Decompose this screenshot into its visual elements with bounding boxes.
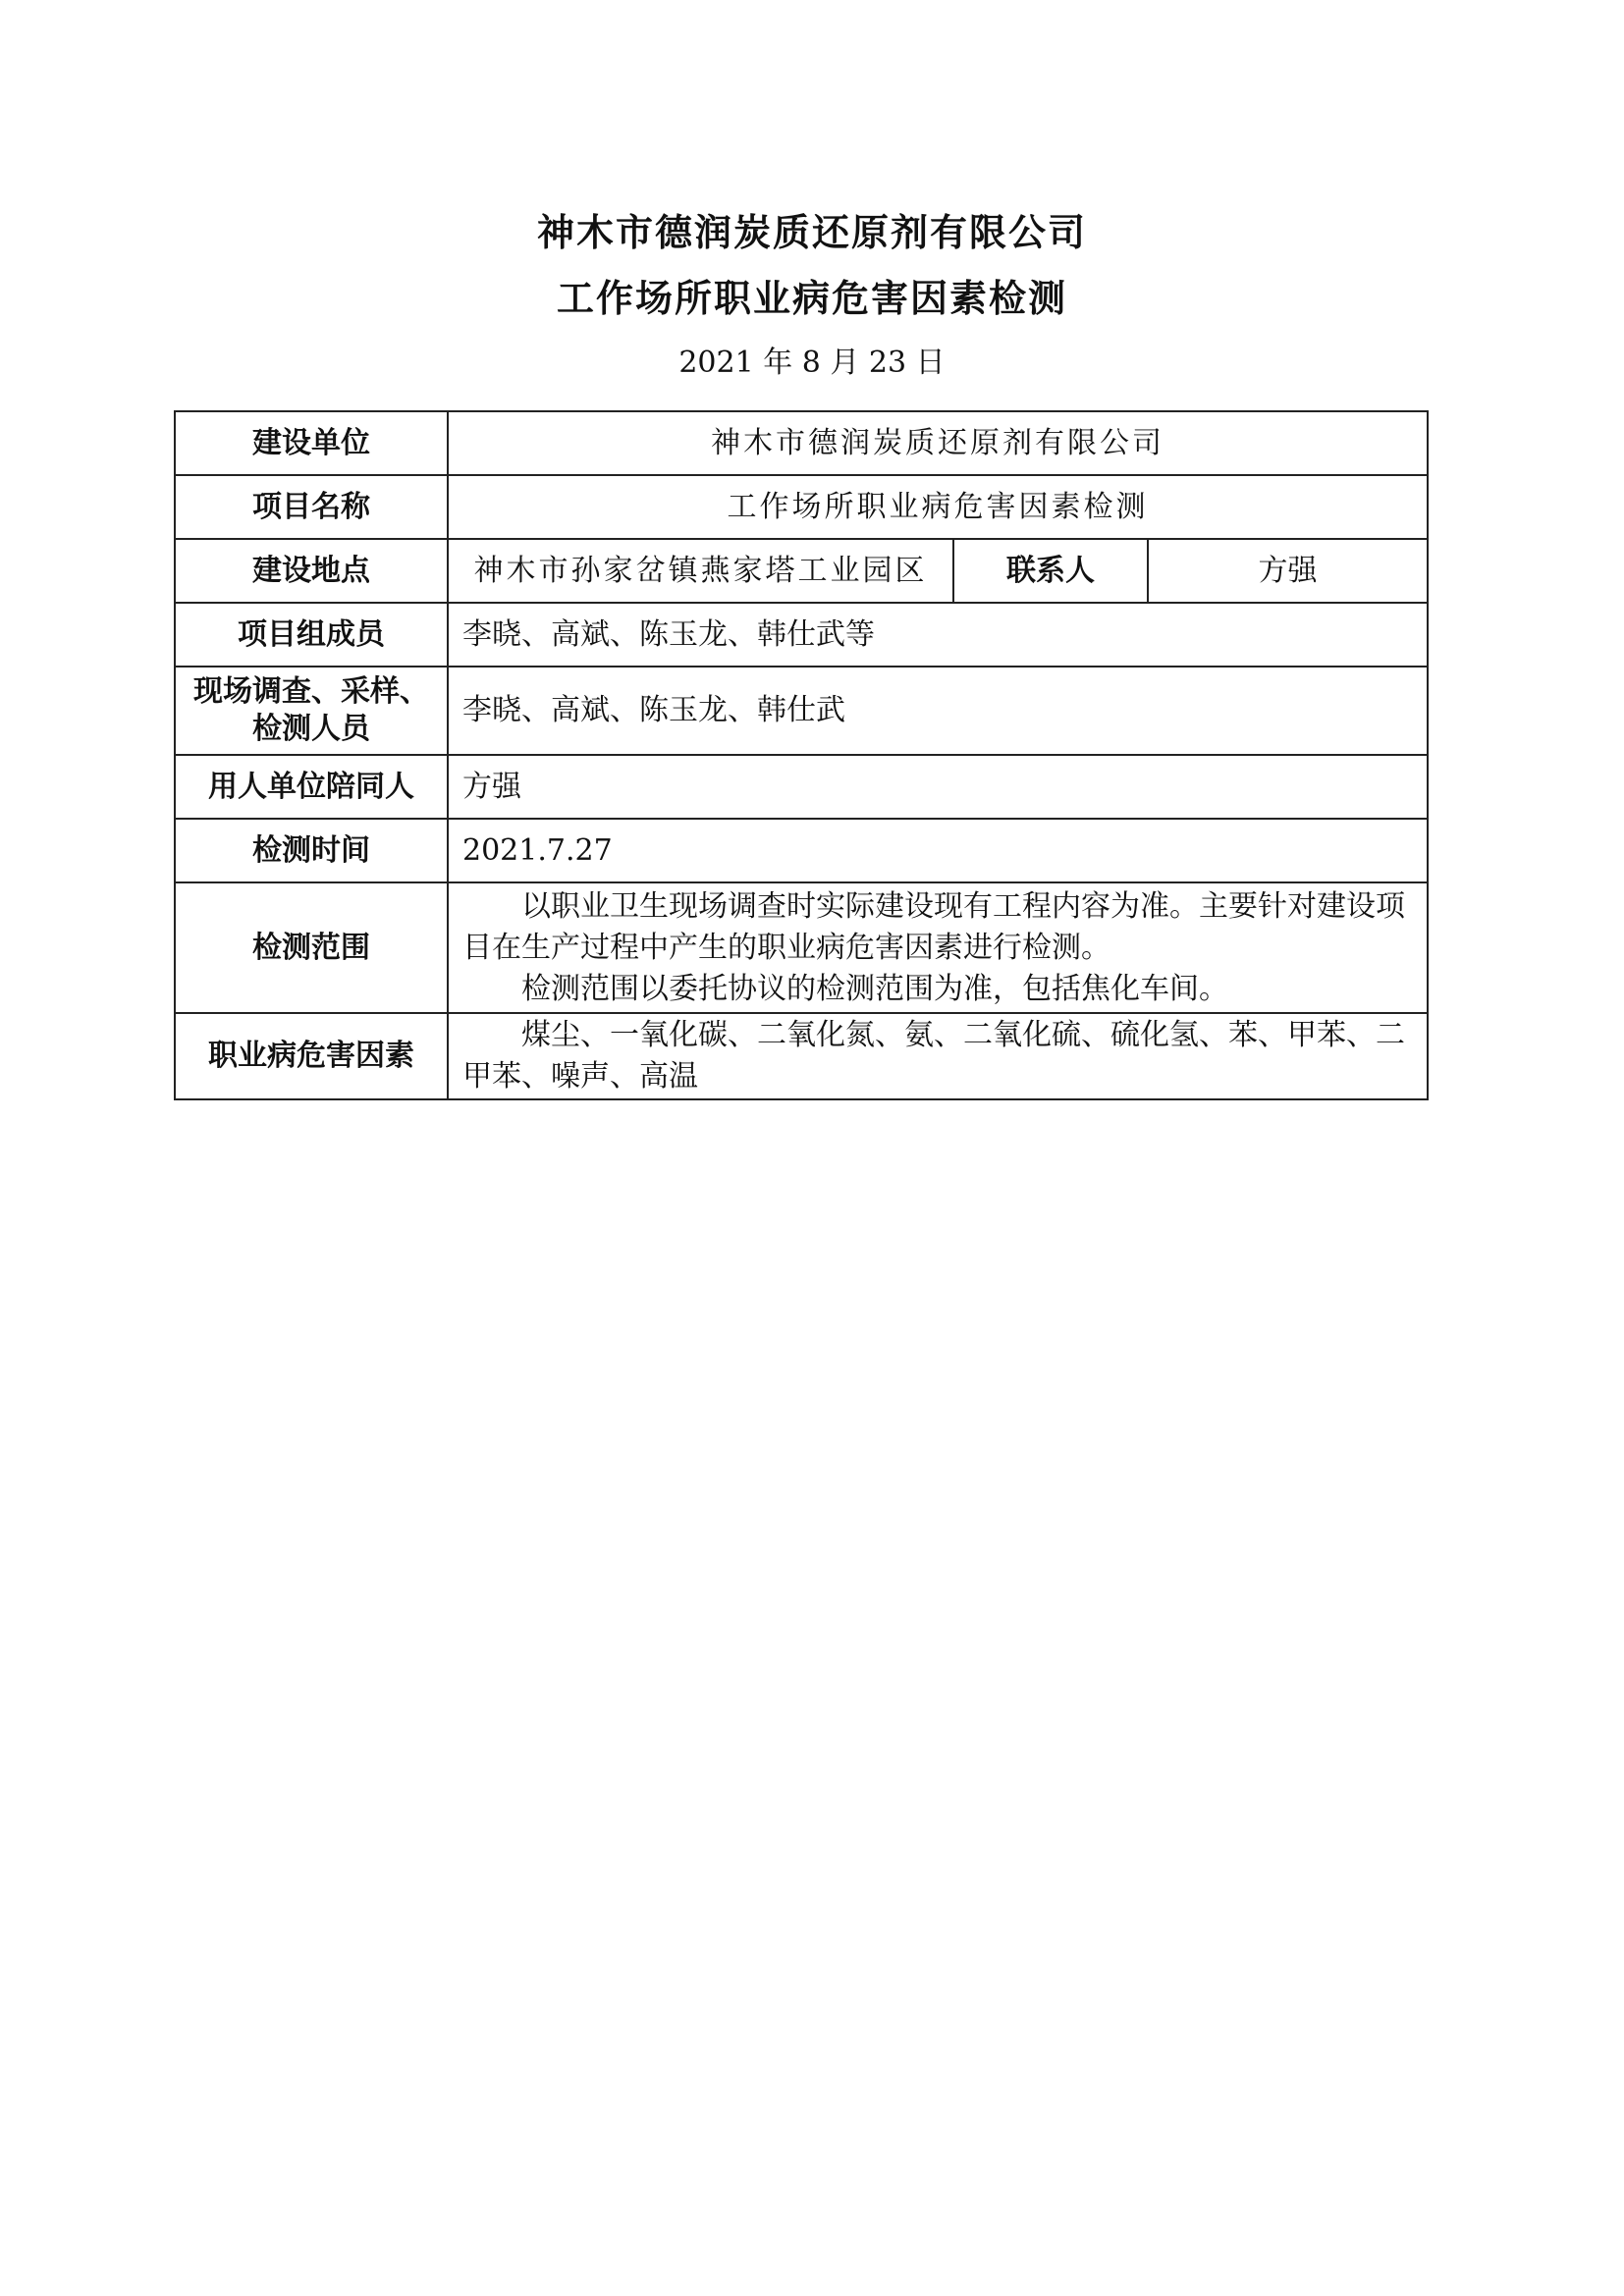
test-scope-paragraph-1: 以职业卫生现场调查时实际建设现有工程内容为准。主要针对建设项目在生产过程中产生的职业病危害因素进行检测。 <box>462 888 1405 965</box>
team-members-value: 李晓、高斌、陈玉龙、韩仕武等 <box>448 603 1428 667</box>
escort-value: 方强 <box>448 755 1428 819</box>
table-row-test-time <box>175 819 1428 882</box>
project-info-table <box>174 410 1429 1100</box>
table-row-test-scope <box>175 882 1428 1013</box>
test-time-label: 检测时间 <box>175 819 448 882</box>
field-staff-label <box>175 667 448 755</box>
construction-site-value: 神木市孙家岔镇燕家塔工业园区 <box>448 539 953 603</box>
document-title-company: 神木市德润炭质还原剂有限公司 <box>536 211 1087 254</box>
table-row-construction-unit <box>175 411 1428 475</box>
contact-person-value: 方强 <box>1148 539 1428 603</box>
table-row-field-staff <box>175 667 1428 755</box>
escort-label: 用人单位陪同人 <box>175 755 448 819</box>
table-row-escort <box>175 755 1428 819</box>
contact-person-label: 联系人 <box>953 539 1148 603</box>
project-name-label: 项目名称 <box>175 475 448 539</box>
test-time-value: 2021.7.27 <box>448 819 1428 882</box>
test-scope-paragraph-2: 检测范围以委托协议的检测范围为准，包括焦化车间。 <box>521 971 1228 1006</box>
field-staff-value: 李晓、高斌、陈玉龙、韩仕武 <box>448 667 1428 755</box>
hazard-factors-value <box>448 1013 1428 1099</box>
document-date: 2021 年 8 月 23 日 <box>678 346 946 380</box>
table-row-construction-site <box>175 539 1428 603</box>
test-scope-label: 检测范围 <box>175 882 448 1013</box>
table-row-project-name <box>175 475 1428 539</box>
table-row-team-members <box>175 603 1428 667</box>
test-scope-value <box>448 882 1428 1013</box>
document-title-subject: 工作场所职业病危害因素检测 <box>556 277 1067 320</box>
project-name-value: 工作场所职业病危害因素检测 <box>448 475 1428 539</box>
hazard-factors-label: 职业病危害因素 <box>175 1013 448 1099</box>
table-row-hazard-factors <box>175 1013 1428 1099</box>
construction-unit-value: 神木市德润炭质还原剂有限公司 <box>448 411 1428 475</box>
construction-unit-label: 建设单位 <box>175 411 448 475</box>
construction-site-label: 建设地点 <box>175 539 448 603</box>
team-members-label: 项目组成员 <box>175 603 448 667</box>
field-staff-label-line1: 现场调查、采样、 <box>193 674 429 709</box>
hazard-factors-text: 煤尘、一氧化碳、二氧化氮、氨、二氧化硫、硫化氢、苯、甲苯、二甲苯、噪声、高温 <box>462 1018 1405 1094</box>
field-staff-label-line2: 检测人员 <box>252 712 370 746</box>
